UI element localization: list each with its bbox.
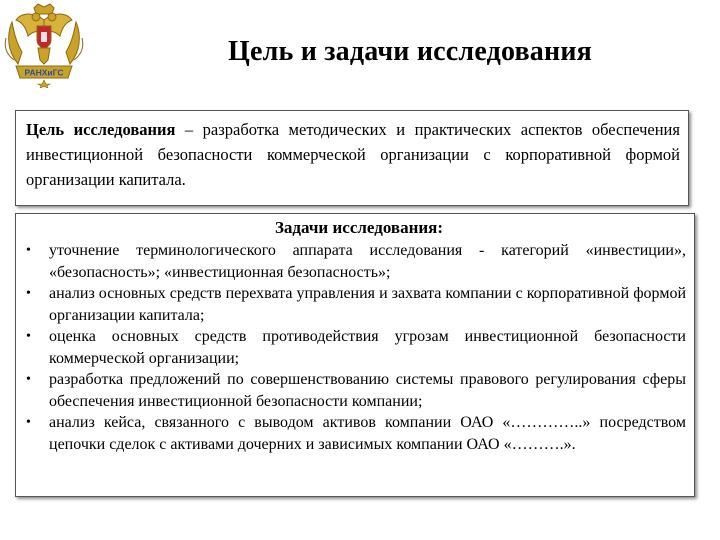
page-title: Цель и задачи исследования bbox=[227, 36, 593, 67]
task-text: оценка основных средств противодействия угрозам инвестиционной безопасности коммерческой организации; bbox=[49, 328, 686, 367]
task-text: анализ кейса, связанного с выводом активов компании ОАО «…………..» посредством цепочки сделок с активами дочерних и зависимых компании ОАО «……….». bbox=[49, 414, 686, 453]
list-item bbox=[22, 369, 686, 412]
double-headed-eagle-icon bbox=[4, 2, 84, 88]
list-item bbox=[22, 240, 686, 283]
research-goal-box bbox=[15, 110, 689, 206]
svg-text:РАНХиГС: РАНХиГС bbox=[24, 67, 64, 78]
task-text: анализ основных средств перехвата управления и захвата компании с корпоративной формой организации капитала; bbox=[49, 285, 686, 324]
list-item bbox=[22, 283, 686, 326]
list-item bbox=[22, 412, 686, 455]
bullet-icon: • bbox=[26, 329, 31, 344]
task-text: уточнение терминологического аппарата исследования - категорий «инвестиции», «безопасность»; «инвестиционная безопасность»; bbox=[49, 242, 686, 281]
bullet-icon: • bbox=[26, 372, 31, 387]
academy-emblem bbox=[4, 2, 84, 88]
bullet-icon: • bbox=[26, 286, 31, 301]
goal-text: – разработка методических и практических аспектов обеспечения инвестиционной безопасности коммерческой организации с корпоративной формой организации капитала. bbox=[26, 120, 680, 189]
tasks-heading: Задачи исследования: bbox=[274, 218, 444, 237]
research-tasks-box bbox=[15, 213, 695, 497]
list-item bbox=[22, 326, 686, 369]
bullet-icon: • bbox=[26, 243, 31, 258]
goal-label: Цель исследования bbox=[26, 120, 176, 139]
task-text: разработка предложений по совершенствованию системы правового регулирования сферы обеспечения инвестиционной безопасности компании; bbox=[49, 371, 686, 410]
task-list bbox=[22, 240, 686, 455]
bullet-icon: • bbox=[26, 415, 31, 430]
